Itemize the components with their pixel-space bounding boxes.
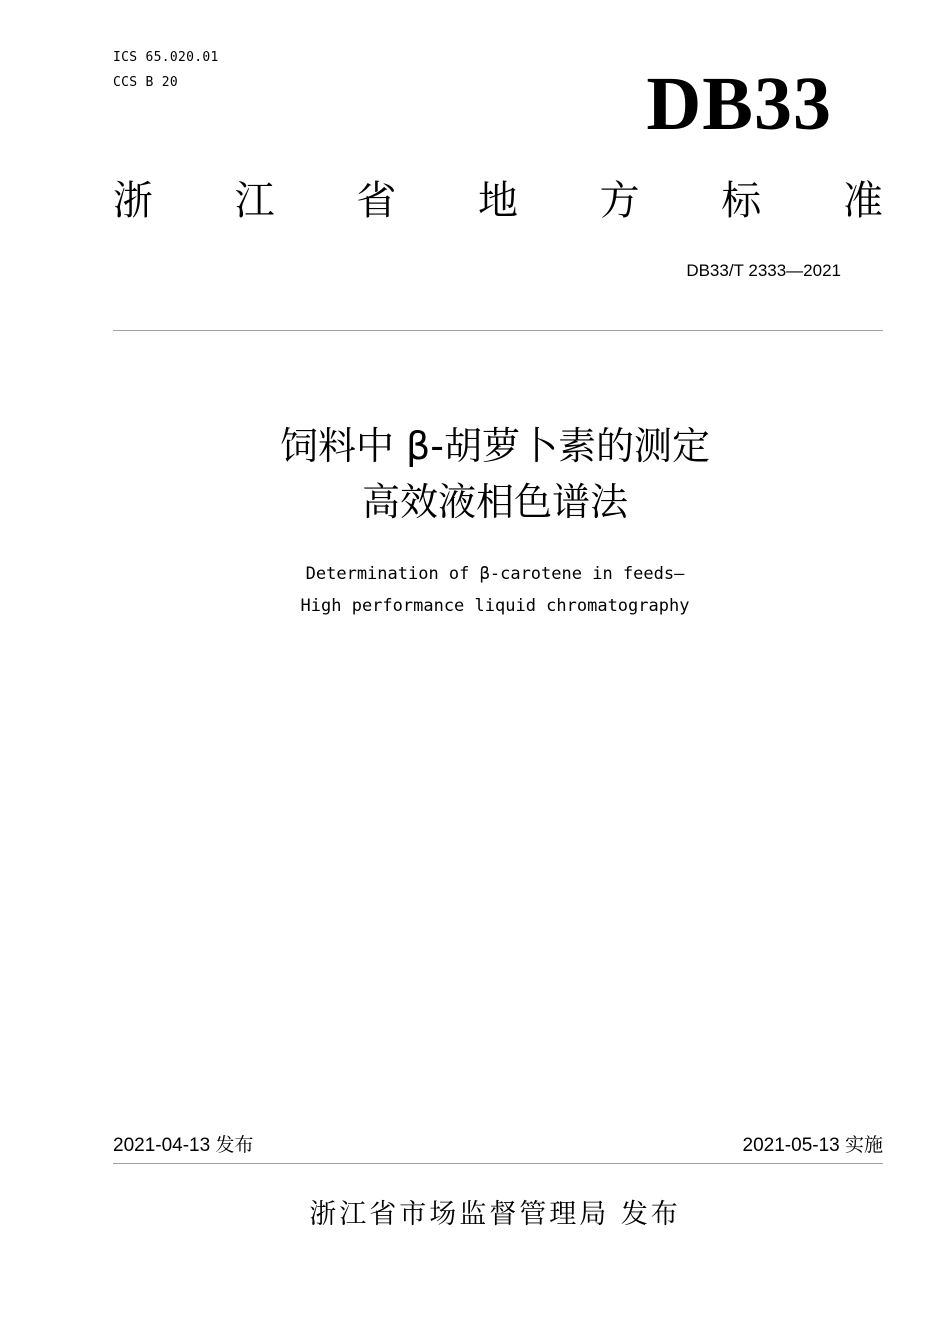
issuing-authority: 浙江省市场监督管理局 发布 bbox=[309, 1199, 681, 1230]
standard-type-char: 省 bbox=[356, 178, 397, 224]
standard-number: DB33/T 2333—2021 bbox=[686, 261, 841, 280]
db33-logo: DB33 bbox=[646, 62, 832, 146]
publish-date: 2021-04-13 发布 bbox=[113, 1135, 254, 1156]
implementation-date: 2021-05-13 实施 bbox=[742, 1135, 883, 1156]
english-title-line-2: High performance liquid chromatography bbox=[300, 596, 690, 616]
standard-type-char: 准 bbox=[842, 178, 883, 224]
chinese-title-line-1: 饲料中 β-胡萝卜素的测定 bbox=[279, 424, 711, 468]
top-divider bbox=[113, 330, 883, 331]
english-title-line-1: Determination of β-carotene in feeds— bbox=[305, 564, 685, 584]
standard-type-heading bbox=[113, 175, 883, 227]
standard-type-char: 浙 bbox=[113, 178, 153, 224]
standard-type-char: 地 bbox=[477, 178, 518, 224]
standard-type-char: 方 bbox=[599, 178, 640, 224]
standard-type-char: 标 bbox=[721, 178, 762, 224]
standard-type-char: 江 bbox=[234, 178, 275, 224]
ccs-code: CCS B 20 bbox=[113, 75, 179, 90]
chinese-title-line-2: 高效液相色谱法 bbox=[361, 480, 628, 524]
ics-code: ICS 65.020.01 bbox=[113, 50, 219, 65]
bottom-divider bbox=[113, 1163, 883, 1164]
